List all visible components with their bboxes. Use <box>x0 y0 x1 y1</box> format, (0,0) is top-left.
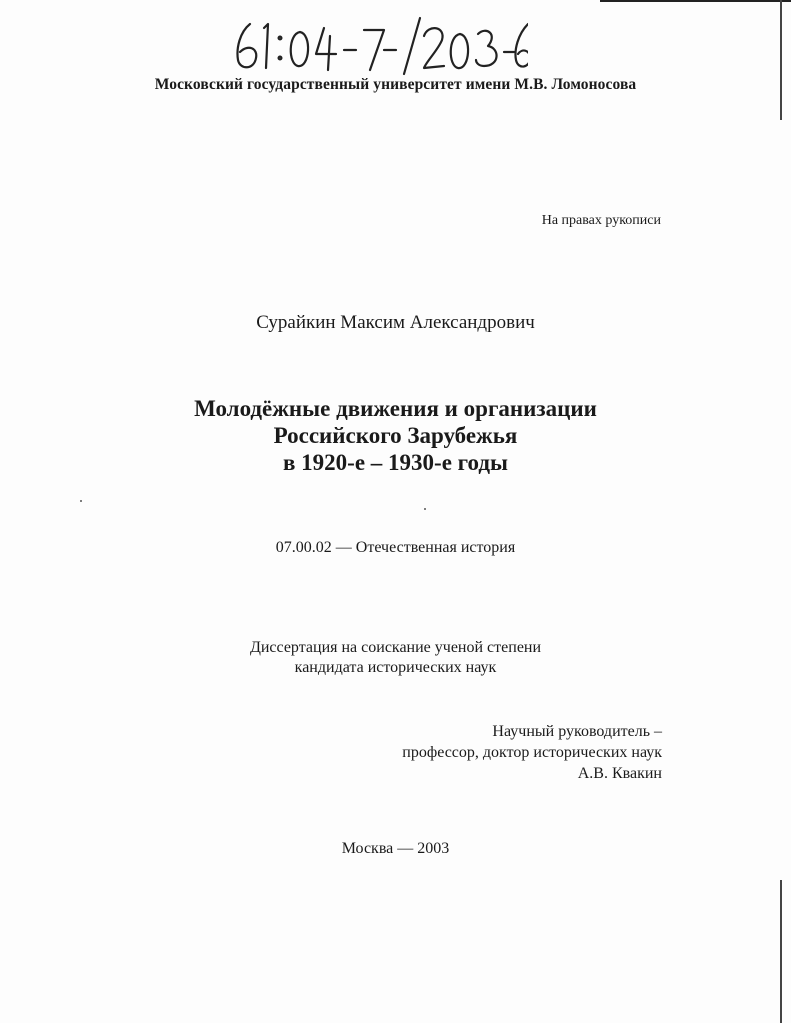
scan-edge-line-right-lower <box>780 880 782 1023</box>
advisor-credentials: профессор, доктор исторических наук <box>402 744 662 761</box>
advisor-role: Научный руководитель – <box>492 723 662 740</box>
specialty-code: 07.00.02 — Отечественная история <box>275 539 516 556</box>
scan-edge-line-right <box>780 0 782 120</box>
degree-statement <box>0 638 791 678</box>
advisor-name: А.В. Квакин <box>577 765 662 782</box>
scientific-advisor <box>402 721 662 784</box>
handwritten-archive-code <box>228 14 528 78</box>
scan-edge-line-top <box>600 0 791 2</box>
degree-line: кандидата исторических наук <box>294 659 497 676</box>
thesis-title-line: в 1920-е – 1930-е годы <box>283 450 508 475</box>
scan-speck <box>424 508 426 510</box>
thesis-title-line: Молодёжные движения и организации <box>194 396 597 421</box>
thesis-title <box>0 395 791 476</box>
degree-line: Диссертация на соискание ученой степени <box>249 639 542 656</box>
rights-notice: На правах рукописи <box>541 213 661 228</box>
university-name: Московский государственный университет имени М.В. Ломоносова <box>154 76 637 93</box>
author-name: Сурайкин Максим Александрович <box>256 312 535 333</box>
thesis-title-line: Российского Зарубежья <box>273 423 518 448</box>
scan-speck <box>80 500 82 502</box>
city-year: Москва — 2003 <box>341 840 450 857</box>
